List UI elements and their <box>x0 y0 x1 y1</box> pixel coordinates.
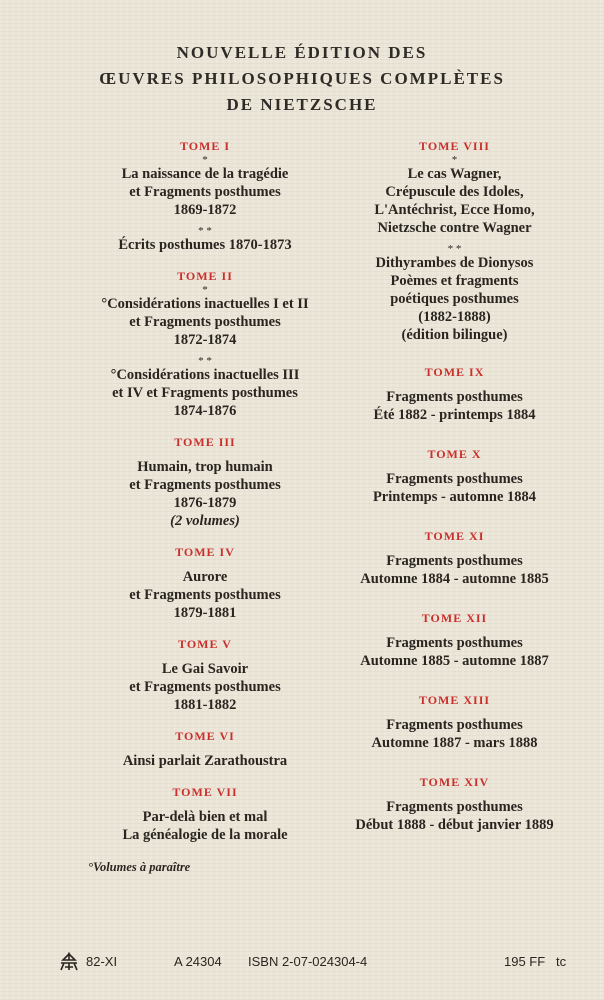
left-column-volumes <box>70 138 340 862</box>
right-column-volumes <box>312 138 597 852</box>
title-line: et Fragments posthumes <box>129 314 281 330</box>
tome-heading: TOME XI <box>424 529 485 543</box>
series-title <box>0 40 604 118</box>
tome-block <box>312 692 597 774</box>
publisher-logo-icon <box>58 952 80 972</box>
tome-block <box>312 364 597 446</box>
title-line: et Fragments posthumes <box>129 587 281 603</box>
title-line: Fragments posthumes <box>386 717 523 733</box>
tome-block <box>70 268 340 434</box>
tome-heading: TOME V <box>178 637 232 651</box>
title-line: Nietzsche contre Wagner <box>377 220 532 236</box>
series-title-line-2: ŒUVRES PHILOSOPHIQUES COMPLÈTES <box>99 69 505 88</box>
reference-number: A 24304 <box>174 954 222 969</box>
title-line: 1872-1874 <box>173 332 237 348</box>
tome-block <box>70 636 340 728</box>
tome-heading: TOME VIII <box>419 139 490 153</box>
title-line: (édition bilingue) <box>401 327 508 343</box>
tome-heading: TOME XIII <box>418 693 491 707</box>
title-line: Ainsi parlait Zarathoustra <box>122 753 288 769</box>
title-line: et Fragments posthumes <box>129 184 281 200</box>
title-line: Été 1882 - printemps 1884 <box>373 407 536 423</box>
volume-marker: * * <box>198 355 212 367</box>
title-line: Écrits posthumes 1870-1873 <box>118 237 292 253</box>
title-line: (1882-1888) <box>418 309 491 325</box>
title-line: 1869-1872 <box>173 202 237 218</box>
title-line: 1874-1876 <box>173 403 237 419</box>
title-line: Fragments posthumes <box>386 799 523 815</box>
title-line: Crépuscule des Idoles, <box>385 184 524 200</box>
volume-count: (2 volumes) <box>170 513 240 529</box>
volume-marker: * * <box>198 225 212 237</box>
volume-marker: * <box>451 154 458 166</box>
tome-block <box>312 446 597 528</box>
tome-heading: TOME VII <box>172 785 238 799</box>
tome-heading: TOME I <box>179 139 231 153</box>
price: 195 FF <box>504 954 546 969</box>
tome-heading: TOME VI <box>175 729 235 743</box>
tome-heading: TOME XIV <box>419 775 490 789</box>
tax-code: tc <box>556 954 567 969</box>
isbn: ISBN 2-07-024304-4 <box>248 954 368 969</box>
tome-block <box>70 138 340 268</box>
title-line: 1876-1879 <box>173 495 237 511</box>
tome-heading: TOME IV <box>175 545 235 559</box>
title-line: Humain, trop humain <box>137 459 273 475</box>
title-line: Fragments posthumes <box>386 553 523 569</box>
title-line: °Considérations inactuelles III <box>110 367 300 383</box>
title-line: poétiques posthumes <box>390 291 519 307</box>
title-line: Printemps - automne 1884 <box>372 489 537 505</box>
series-title-line-3: DE NIETZSCHE <box>226 95 378 114</box>
title-line: et Fragments posthumes <box>129 679 281 695</box>
title-line: Automne 1885 - automne 1887 <box>360 653 549 669</box>
volume-marker: * <box>202 154 208 166</box>
title-line: et IV et Fragments posthumes <box>112 385 298 401</box>
tome-block <box>312 528 597 610</box>
tome-heading: TOME II <box>177 269 233 283</box>
publisher-footer <box>58 952 584 974</box>
volume-marker: * <box>202 284 208 296</box>
tome-block <box>312 610 597 692</box>
tome-heading: TOME X <box>427 447 482 461</box>
title-line: Fragments posthumes <box>386 471 523 487</box>
tome-block <box>70 728 340 784</box>
tome-heading: TOME XII <box>421 611 488 625</box>
title-line: °Considérations inactuelles I et II <box>101 296 309 312</box>
title-line: 1881-1882 <box>173 697 237 713</box>
title-line: Le Gai Savoir <box>161 661 249 677</box>
volume-marker: * * <box>447 243 462 255</box>
title-line: et Fragments posthumes <box>129 477 281 493</box>
title-line: La naissance de la tragédie <box>121 166 289 182</box>
title-line: Fragments posthumes <box>386 635 523 651</box>
tome-block <box>312 138 597 364</box>
title-line: Automne 1887 - mars 1888 <box>371 735 538 751</box>
title-line: Poèmes et fragments <box>390 273 519 289</box>
tome-block <box>70 544 340 636</box>
tome-block <box>312 774 597 852</box>
tome-heading: TOME IX <box>424 365 485 379</box>
tome-heading: TOME III <box>174 435 236 449</box>
title-line: Début 1888 - début janvier 1889 <box>355 817 554 833</box>
tome-block <box>70 784 340 862</box>
title-line: Aurore <box>182 569 228 585</box>
title-line: La généalogie de la morale <box>122 827 288 843</box>
title-line: Automne 1884 - automne 1885 <box>360 571 549 587</box>
title-line: Dithyrambes de Dionysos <box>375 255 534 271</box>
title-line: Le cas Wagner, <box>407 166 502 182</box>
footnote: °Volumes à paraître <box>88 860 191 874</box>
series-title-line-1: NOUVELLE ÉDITION DES <box>176 43 428 62</box>
title-line: 1879-1881 <box>173 605 237 621</box>
title-line: L'Antéchrist, Ecce Homo, <box>374 202 535 218</box>
catalog-code: 82-XI <box>86 954 118 969</box>
tome-block <box>70 434 340 544</box>
title-line: Fragments posthumes <box>386 389 523 405</box>
title-line: Par-delà bien et mal <box>142 809 268 825</box>
